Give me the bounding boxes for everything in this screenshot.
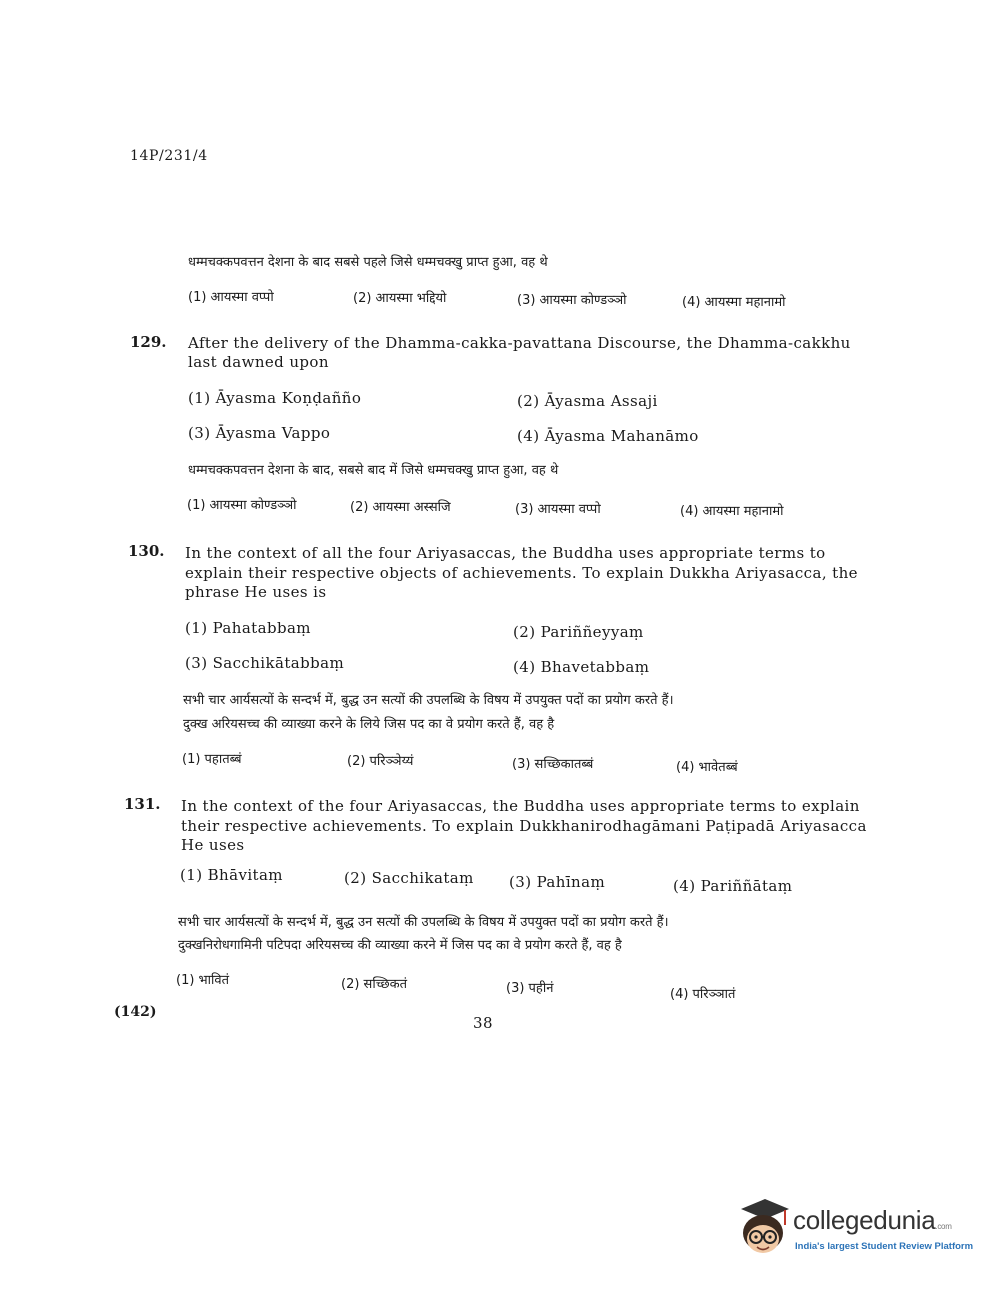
q131-hindi-option-3: (3) पहीनं — [506, 981, 554, 996]
q130-hindi-option-1: (1) पहातब्बं — [182, 752, 242, 767]
q128-hindi-option-3: (3) आयस्मा कोण्डञ्ञो — [517, 293, 627, 308]
q129-hindi-option-2: (2) आयस्मा अस्सजि — [350, 500, 451, 515]
q130-stem-line-1: In the context of all the four Ariyasaccas, the Buddha uses appropriate terms to — [185, 544, 826, 562]
q129-option-3: (3) Āyasma Vappo — [188, 424, 331, 442]
page-number: 38 — [473, 1014, 493, 1032]
q131-hindi-line-2: दुक्खनिरोधगामिनी पटिपदा अरियसच्च की व्याख्या करने में जिस पद का वे प्रयोग करते हैं, वह है — [178, 938, 622, 953]
q131-hindi-option-4: (4) परिञ्ञातं — [670, 987, 736, 1002]
brand-name: collegedunia.com — [793, 1205, 952, 1235]
q130-option-1: (1) Pahatabbaṃ — [185, 619, 311, 637]
mascot-icon — [735, 1195, 791, 1265]
q128-hindi-option-4: (4) आयस्मा महानामो — [682, 295, 786, 310]
q128-hindi-option-2: (2) आयस्मा भद्दियो — [353, 291, 447, 306]
collegedunia-watermark — [735, 1195, 974, 1265]
q131-stem-line-3: He uses — [181, 836, 245, 854]
q129-hindi-stem: धम्मचक्कपवत्तन देशना के बाद, सबसे बाद में जिसे धम्मचक्खु प्राप्त हुआ, वह थे — [188, 463, 559, 478]
q130-option-4: (4) Bhavetabbaṃ — [513, 658, 650, 676]
q129-option-1: (1) Āyasma Koṇḍañño — [188, 389, 362, 407]
q129-option-4: (4) Āyasma Mahanāmo — [517, 427, 699, 445]
q131-hindi-option-1: (1) भावितं — [176, 973, 230, 988]
q131-stem-line-1: In the context of the four Ariyasaccas, the Buddha uses appropriate terms to explain — [181, 797, 860, 815]
q130-hindi-option-3: (3) सच्छिकातब्बं — [512, 757, 594, 772]
q131-hindi-line-1: सभी चार आर्यसत्यों के सन्दर्भ में, बुद्ध उन सत्यों की उपलब्धि के विषय में उपयुक्त पदों का प्रयोग करते हैं। — [178, 915, 669, 930]
q130-hindi-line-2: दुक्ख अरियसच्च की व्याख्या करने के लिये जिस पद का वे प्रयोग करते हैं, वह है — [183, 717, 555, 732]
q129-option-2: (2) Āyasma Assaji — [517, 392, 658, 410]
q131-number: 131. — [124, 795, 161, 813]
q130-stem-line-3: phrase He uses is — [185, 583, 327, 601]
q130-number: 130. — [128, 542, 165, 560]
paper-code: 14P/231/4 — [130, 148, 208, 164]
brand-tagline: India's largest Student Review Platform — [795, 1241, 974, 1252]
q129-stem-line-1: After the delivery of the Dhamma-cakka-pavattana Discourse, the Dhamma-cakkhu — [188, 334, 851, 352]
q131-option-2: (2) Sacchikataṃ — [344, 869, 474, 887]
q129-hindi-option-3: (3) आयस्मा वप्पो — [515, 502, 601, 517]
q130-stem-line-2: explain their respective objects of achievements. To explain Dukkha Ariyasacca, the — [185, 564, 858, 582]
booklet-code: (142) — [114, 1004, 157, 1020]
q129-number: 129. — [130, 333, 167, 351]
q131-stem-line-2: their respective achievements. To explain Dukkhanirodhagāmani Paṭipadā Ariyasacca — [181, 817, 867, 835]
q131-option-4: (4) Pariññātaṃ — [673, 877, 793, 895]
q128-hindi-option-1: (1) आयस्मा वप्पो — [188, 290, 274, 305]
q129-stem-line-2: last dawned upon — [188, 353, 329, 371]
q128-hindi-stem: धम्मचक्कपवत्तन देशना के बाद सबसे पहले जिसे धम्मचक्खु प्राप्त हुआ, वह थे — [188, 255, 548, 270]
q129-hindi-option-1: (1) आयस्मा कोण्डञ्ञो — [187, 498, 297, 513]
q131-option-1: (1) Bhāvitaṃ — [180, 866, 283, 884]
q130-hindi-option-4: (4) भावेतब्बं — [676, 760, 738, 775]
q130-option-3: (3) Sacchikātabbaṃ — [185, 654, 345, 672]
q131-option-3: (3) Pahīnaṃ — [509, 873, 606, 891]
q130-hindi-line-1: सभी चार आर्यसत्यों के सन्दर्भ में, बुद्ध उन सत्यों की उपलब्धि के विषय में उपयुक्त पदों का प्रयोग करते हैं। — [183, 693, 674, 708]
q130-option-2: (2) Pariññeyyaṃ — [513, 623, 644, 641]
q129-hindi-option-4: (4) आयस्मा महानामो — [680, 504, 784, 519]
q130-hindi-option-2: (2) परिञ्ञेय्यं — [347, 754, 414, 769]
q131-hindi-option-2: (2) सच्छिकतं — [341, 977, 407, 992]
